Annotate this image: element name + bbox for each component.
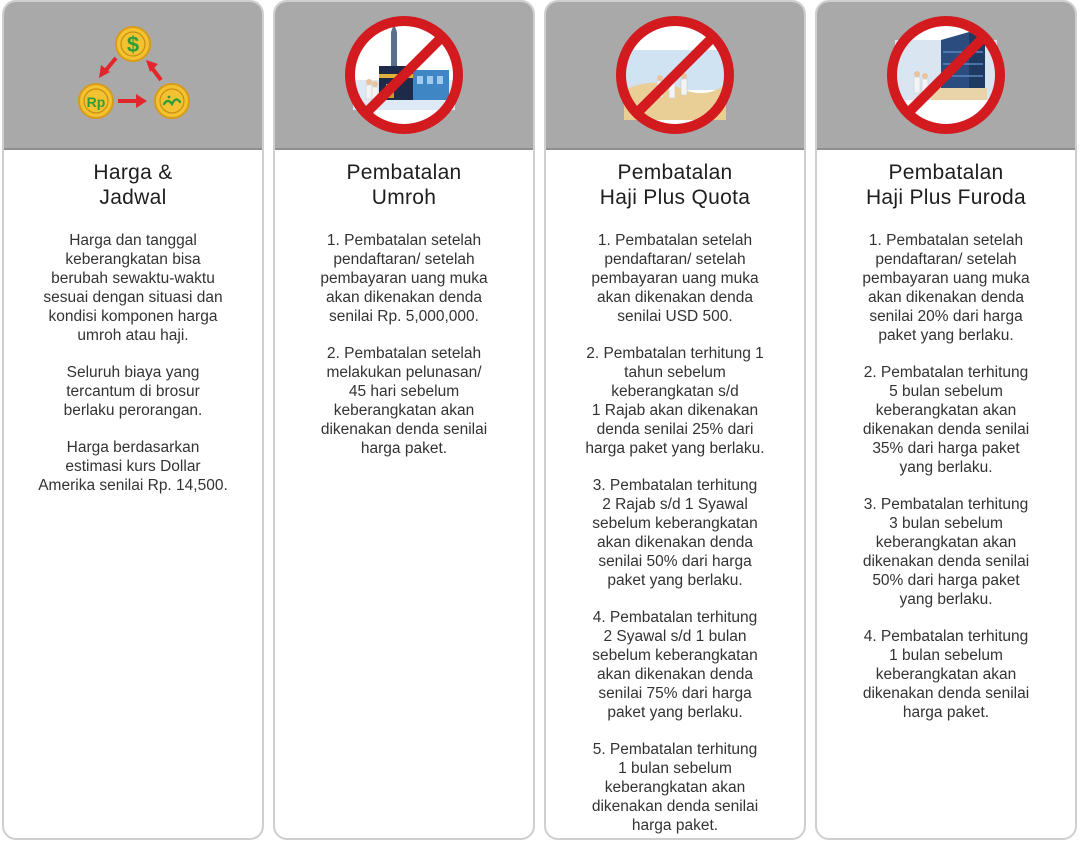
card-header <box>275 2 533 150</box>
card-pembatalan-haji-plus-furoda <box>815 0 1077 840</box>
card-title-line: Pembatalan <box>346 161 462 184</box>
card-title <box>4 160 262 210</box>
card-title <box>546 160 804 210</box>
card-header <box>4 2 262 150</box>
card-title-line: Haji Plus Quota <box>599 186 751 209</box>
card-paragraph: 3. Pembatalan terhitung 2 Rajab s/d 1 Syawal sebelum keberangkatan akan dikenakan denda senilai 50% dari harga paket yang berlaku. <box>592 477 758 589</box>
card-header <box>546 2 804 150</box>
card-title <box>817 160 1075 210</box>
card-title-line: Pembatalan <box>617 161 733 184</box>
card-paragraph: Seluruh biaya yang tercantum di brosur berlaku perorangan. <box>63 364 203 419</box>
card-body <box>817 231 1075 722</box>
card-paragraph: 3. Pembatalan terhitung 3 bulan sebelum keberangkatan akan dikenakan denda senilai 50% dari harga paket yang berlaku. <box>862 496 1030 608</box>
card-paragraph: 4. Pembatalan terhitung 2 Syawal s/d 1 bulan sebelum keberangkatan akan dikenakan denda senilai 75% dari harga paket yang berlaku. <box>592 609 758 721</box>
no-umroh-icon <box>339 10 469 140</box>
card-title-line: Pembatalan <box>888 161 1004 184</box>
card-paragraph: 1. Pembatalan setelah pendaftaran/ setelah pembayaran uang muka akan dikenakan denda senilai 20% dari harga paket yang berlaku. <box>862 232 1030 344</box>
currency-exchange-icon <box>68 20 198 130</box>
card-pembatalan-haji-plus-quota <box>544 0 806 840</box>
card-pembatalan-umroh <box>273 0 535 840</box>
card-title-line: Jadwal <box>99 186 167 209</box>
card-body <box>275 231 533 458</box>
card-paragraph: 2. Pembatalan terhitung 5 bulan sebelum keberangkatan akan dikenakan denda senilai 35% dari harga paket yang berlaku. <box>862 364 1030 476</box>
card-paragraph: 1. Pembatalan setelah pendaftaran/ setelah pembayaran uang muka akan dikenakan denda senilai Rp. 5,000,000. <box>320 232 488 325</box>
card-paragraph: 5. Pembatalan terhitung 1 bulan sebelum keberangkatan akan dikenakan denda senilai harga paket. <box>591 741 759 834</box>
card-header <box>817 2 1075 150</box>
no-haji-furoda-icon <box>881 10 1011 140</box>
card-paragraph: 2. Pembatalan setelah melakukan pelunasan/ 45 hari sebelum keberangkatan akan dikenakan denda senilai harga paket. <box>320 345 488 457</box>
card-paragraph: 4. Pembatalan terhitung 1 bulan sebelum keberangkatan akan dikenakan denda senilai harga paket. <box>862 628 1030 721</box>
no-haji-quota-icon <box>610 10 740 140</box>
card-harga-jadwal <box>2 0 264 840</box>
card-title-line: Umroh <box>371 186 437 209</box>
card-paragraph: Harga berdasarkan estimasi kurs Dollar Amerika senilai Rp. 14,500. <box>38 439 228 494</box>
card-paragraph: 1. Pembatalan setelah pendaftaran/ setelah pembayaran uang muka akan dikenakan denda senilai USD 500. <box>591 232 759 325</box>
svg-text:Rp: Rp <box>86 94 106 110</box>
card-paragraph: 2. Pembatalan terhitung 1 tahun sebelum keberangkatan s/d 1 Rajab akan dikenakan denda senilai 25% dari harga paket yang berlaku. <box>585 345 765 457</box>
card-paragraph: Harga dan tanggal keberangkatan bisa berubah sewaktu-waktu sesuai dengan situasi dan kondisi komponen harga umroh atau haji. <box>43 232 223 344</box>
card-body <box>4 231 262 495</box>
svg-text:$: $ <box>126 32 140 57</box>
card-body <box>546 231 804 835</box>
card-title-line: Harga & <box>93 161 173 184</box>
card-title-line: Haji Plus Furoda <box>865 186 1027 209</box>
card-title <box>275 160 533 210</box>
